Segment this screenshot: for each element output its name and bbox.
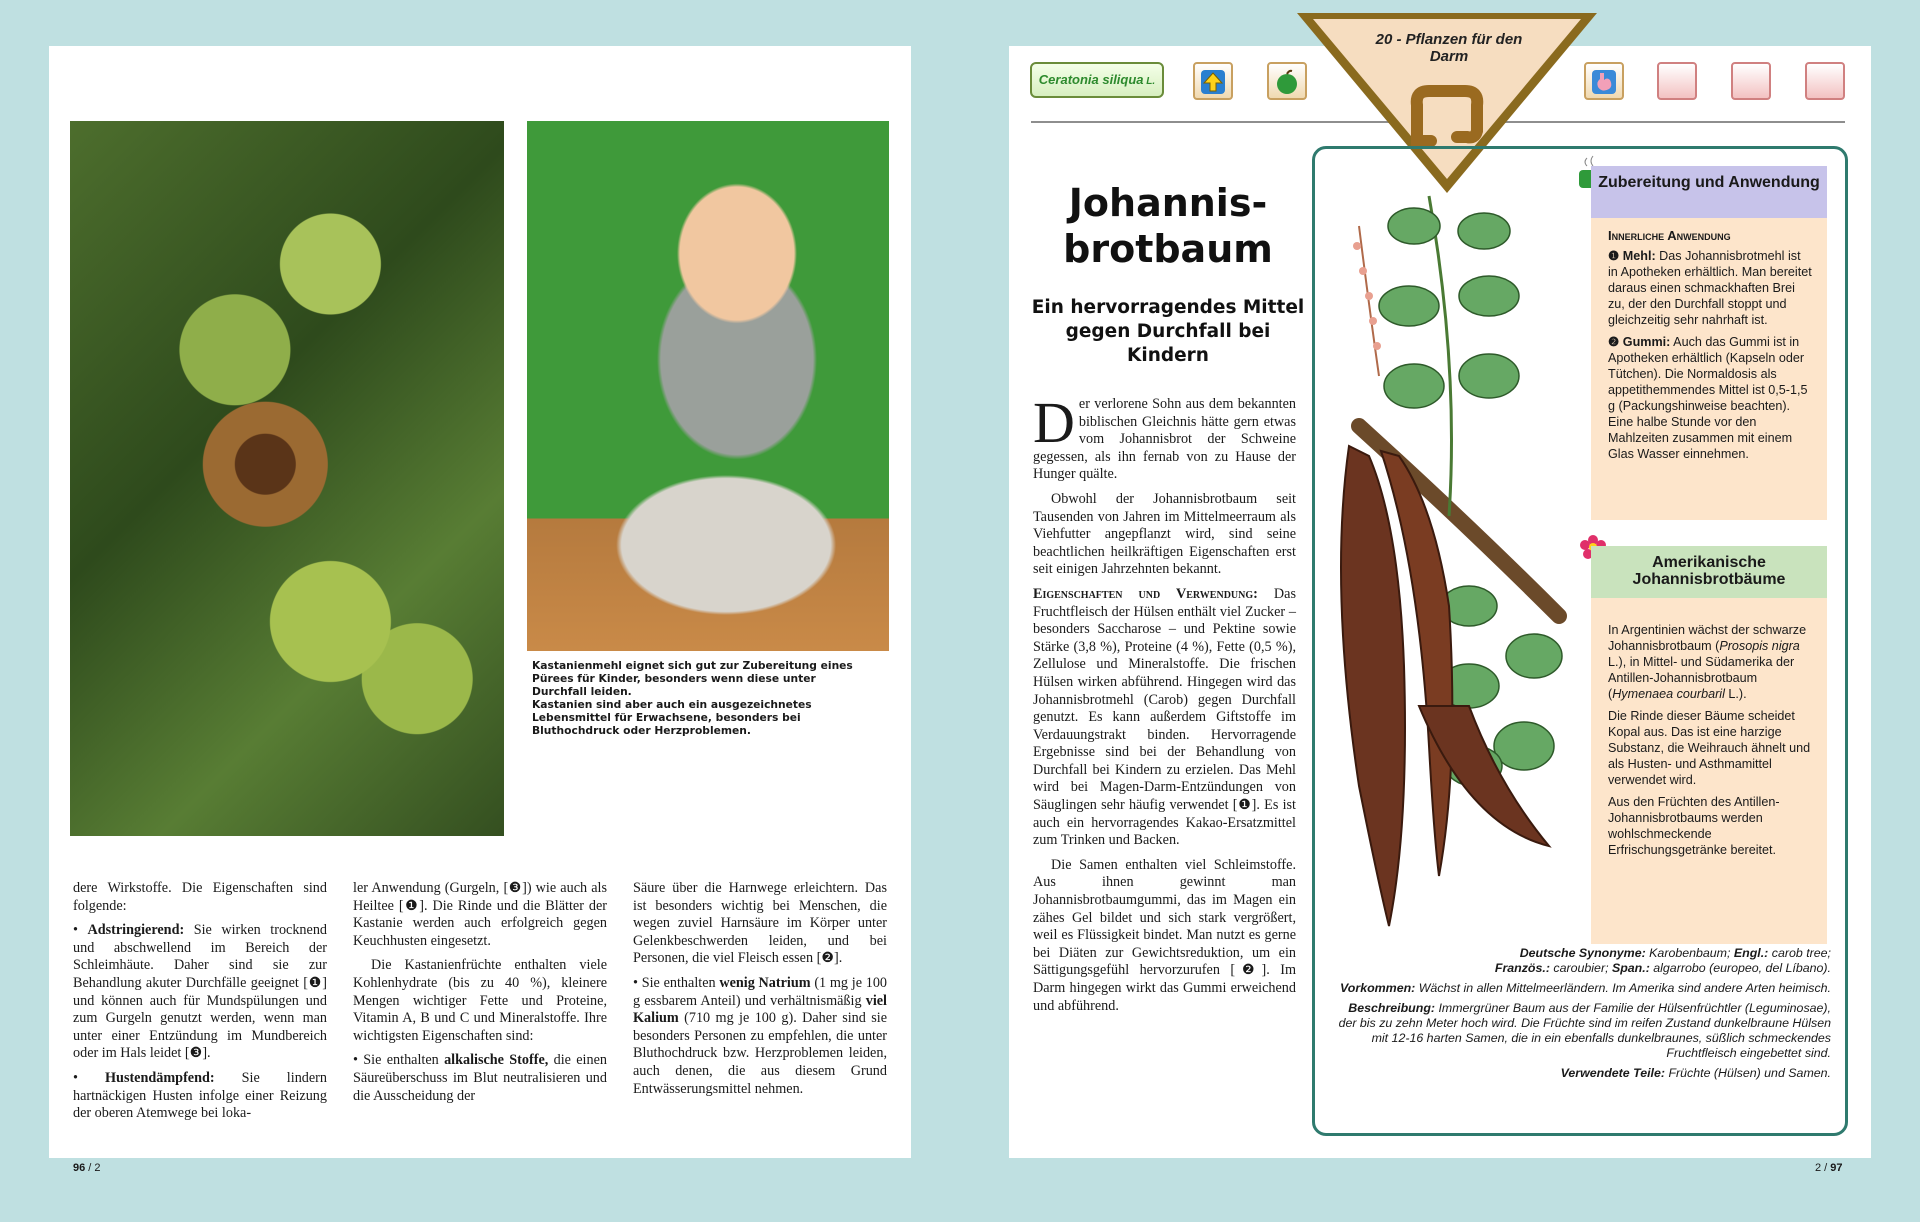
box-subheading: Innerliche Anwendung <box>1608 228 1731 243</box>
caption-line-1: Kastanienmehl eignet sich gut zur Zubereitung eines Pürees für Kinder, besonders wenn diese unter Durchfall leiden. <box>532 659 853 698</box>
chestnut-photo <box>70 121 504 836</box>
paragraph: dere Wirkstoffe. Die Eigenschaften sind folgende: <box>73 880 327 914</box>
page-title: Johannis-brotbaum <box>1063 181 1273 271</box>
bullet-adstringierend: • Adstringierend: Sie wirken trocknend und abschwellend im Bereich der Schleimhäute. Daher sind sie zur Behandlung akuter Durchfälle geeignet [❶] und können auch für Mundspülungen und zum Gurgeln genutzt werden, wenn man unter einer Entzündung im Mundbereich oder im Hals leidet [❸]. <box>73 922 328 1062</box>
child-reading-photo <box>527 121 889 651</box>
species-name: Hymenaea courbaril <box>1612 687 1725 701</box>
bullet-natrium: • Sie enthalten wenig Natrium (1 mg je 100 g essbarem Anteil) und verhältnismäßig viel Kalium (710 mg je 100 g). Daher sind sie besonders Personen zu empfehlen, die unter Bluthochdruck bzw. Herzproblemen leiden, auch denen, die aus diesem Grund Entwässerungsmittel nehmen. <box>633 974 888 1097</box>
label: Engl.: <box>1733 946 1769 960</box>
box-paragraph: Aus den Früchten des Antillen-Johannisbrotbaums werden wohlschmeckende Erfrischungsgetränke bereitet. <box>1608 795 1780 857</box>
value: caroubier; <box>1549 961 1612 975</box>
section-label: 20 - Pflanzen für den Darm <box>1375 31 1523 65</box>
box-american-title: Amerikanische Johannisbrotbäume <box>1591 546 1827 598</box>
paragraph: Die Samen enthalten viel Schleimstoffe. Aus ihnen gewinnt man Johannisbrotbaumgummi, das im Magen ein zähes Gel bildet und sich stark vergrößert, weil es Flüssigkeit bindet. Man nutzt es gerne bei Diäten zur Gewichtsreduktion, um ein Sättigungsgefühl hervorzurufen [❷]. Im Darm hingegen wirkt das Gummi erweichend und abführend. <box>1033 856 1296 1014</box>
paragraph: Die Kastanienfrüchte enthalten viele Kohlenhydrate (bis zu 40 %), kleinere Mengen wichtiger Fette und Proteine, Vitamin A, B und C und Mineralstoffe. Ihre wichtigsten Eigenschaften sind: <box>353 957 607 1044</box>
right-page-number <box>1815 1162 1843 1174</box>
value: carob tree; <box>1768 946 1831 960</box>
empty-pink-icon <box>1657 62 1697 100</box>
left-column-3 <box>633 880 887 1105</box>
paragraph-text: Das Fruchtfleisch der Hülsen enthält viel Zucker – besonders Saccharose – und Pektine sowie Stärke (3,8 %), Proteine (4 %), Fette (0,5 %), Zellulose und Mineralstoffe. Die frischen Hülsen wirken abführend. Hingegen wird das Johannisbrotmehl (Carob) gegen Durchfall genutzt. Es kann außerdem Giftstoffe im Verdauungstrakt binden. Hervorragende Ergebnisse sind bei der Behandlung von Durchfall bei Kindern zu erzielen. Das Mehl wird bei Magen-Darm-Entzündungen von Säuglingen sehr häufig verwendet [❶]. Es ist auch ein hervorragendes Kakao-Ersatzmittel zum Trinken und Backen. <box>1033 585 1296 849</box>
paragraph <box>1033 390 1296 484</box>
bullet-alkalisch: • Sie enthalten alkalische Stoffe, die einen Säureüberschuss im Blut neutralisieren und die Ausscheidung der <box>353 1052 607 1104</box>
photo-caption <box>532 659 872 737</box>
main-text-column <box>1033 390 1296 1022</box>
bullet-term: viel Kalium <box>633 992 887 1027</box>
bullet-term: Hustendämpfend: <box>105 1069 215 1086</box>
text: In Argentinien wächst der schwarze Johannisbrotbaum ( <box>1608 623 1807 653</box>
dropcap: D <box>1033 390 1075 455</box>
box-item-mehl <box>1608 248 1813 328</box>
bullet-term: wenig Natrium <box>719 974 811 991</box>
left-page <box>49 46 911 1158</box>
value: Karobenbaum; <box>1645 946 1734 960</box>
page-number-rest: / 2 <box>85 1162 101 1174</box>
left-column-1 <box>73 880 327 1130</box>
caption-line-2: Kastanien sind aber auch ein ausgezeichnetes Lebensmittel für Erwachsene, besonders bei Bluthochdruck oder Herzproblemen. <box>532 698 812 737</box>
bullet-pre: Sie enthalten <box>363 1052 445 1069</box>
value: Wächst in allen Mittelmeerländern. Im Amerika sind andere Arten heimisch. <box>1415 981 1831 995</box>
label: Deutsche Synonyme: <box>1519 946 1646 960</box>
paragraph: Säure über die Harnwege erleichtern. Das ist besonders wichtig bei Menschen, die wegen zuviel Harnsäure im Körper unter Gelenkbeschwerden leiden, und bei Personen, die viel Fleisch essen [❷]. <box>633 880 887 967</box>
label: Beschreibung: <box>1348 1001 1436 1015</box>
section-heading: Eigenschaften und Verwendung: <box>1033 585 1258 602</box>
value: algarrobo (europeo, del Líbano). <box>1649 961 1831 975</box>
latin-author: L. <box>1143 76 1156 87</box>
arrow-up-icon <box>1193 62 1233 100</box>
bullet-mid: (1 mg je 100 g essbarem Anteil) und verhältnismäßig <box>633 974 888 1009</box>
label: Verwendete Teile: <box>1560 1066 1666 1080</box>
occurrence-line <box>1329 981 1831 996</box>
bullet-text: (710 mg je 100 g). Daher sind sie besonders Personen zu empfehlen, die unter Bluthochdruck bzw. Herzproblemen leiden, auch denen, die aus diesem Grund Entwässerungsmittel nehmen. <box>633 1010 887 1097</box>
box-paragraph: Die Rinde dieser Bäume scheidet Kopal aus. Das ist eine harzige Substanz, die Weihrauch ähnelt und als Husten- und Asthmamittel verwendet wird. <box>1608 709 1811 787</box>
paragraph: Obwohl der Johannisbrotbaum seit Tausenden von Jahren im Mittelmeerraum als Viehfutter angepflanzt wird, sind seine beachtlichen heilkräftigen Eigenschaften erst seit einigen Jahrzehnten bekannt. <box>1033 490 1296 578</box>
item-term: ❶ Mehl: <box>1608 249 1656 263</box>
box-preparation <box>1591 218 1827 520</box>
box-item-gummi <box>1608 334 1813 462</box>
label: Vorkommen: <box>1340 981 1416 995</box>
bullet-hustendaempfend: • Hustendämpfend: Sie lindern hartnäckigen Husten infolge einer Reizung der oberen Atemwege bei loka- <box>73 1069 327 1122</box>
item-text: Auch das Gummi ist in Apotheken erhältlich (Kapseln oder Tütchen). Die Normaldosis als appetithemmendes Mittel ist 0,5-1,5 g (Packungshinweise beachten). Eine halbe Stunde vor den Mahlzeiten zusammen mit einem Glas Wasser einnehmen. <box>1608 335 1808 461</box>
value: Immergrüner Baum aus der Familie der Hülsenfrüchtler (Leguminosae), der bis zu zehn Meter hoch wird. Die Früchte sind im reifen Zustand dunkelbraune Hülsen mit 12-16 harten Samen, die in ein ebenfalls dunkelbraunes, süßlich schmeckendes Fruchtfleisch eingebettet sind. <box>1338 1001 1831 1060</box>
left-column-2 <box>353 880 607 1112</box>
synonyms-line <box>1329 946 1831 976</box>
paragraph <box>1033 586 1296 850</box>
bullet-text: Sie lindern hartnäckigen Husten infolge einer Reizung der oberen Atemwege bei loka- <box>73 1069 327 1122</box>
label: Französ.: <box>1494 961 1550 975</box>
synonyms-block <box>1329 946 1831 1086</box>
empty-pink-icon <box>1805 62 1845 100</box>
empty-pink-icon <box>1731 62 1771 100</box>
carob-plant-illustration <box>1319 186 1569 946</box>
bullet-text: Sie wirken trocknend und abschwellend im Bereich der Schleimhäute. Daher sind sie zur Behandlung akuter Durchfälle geeignet [❶] und können auch für Mundspülungen und zum Gurgeln genutzt werden, wenn man unter einer Entzündung im Mundbereich oder im Hals leidet [❸]. <box>73 922 328 1062</box>
paragraph-text: er verlorene Sohn aus dem bekannten biblischen Gleichnis hätte gern etwas vom Johannisbrot der Schweine gegessen, als ihn fernab von zu Hause der Hunger quälte. <box>1033 396 1296 483</box>
text: L.). <box>1724 687 1747 701</box>
latin-name-badge <box>1030 62 1164 98</box>
box-american <box>1591 598 1827 944</box>
item-text: Das Johannisbrotmehl ist in Apotheken erhältlich. Man bereitet daraus einen schmackhaften Brei zu, der den Durchfall stoppt und gleichzeitig sehr nahrhaft ist. <box>1608 249 1812 327</box>
box-preparation-title: Zubereitung und Anwendung <box>1591 166 1827 218</box>
item-term: ❷ Gummi: <box>1608 335 1671 349</box>
text: L.), in Mittel- und Südamerika der Antillen-Johannisbrotbaum ( <box>1608 655 1795 701</box>
description-line <box>1329 1001 1831 1061</box>
page-subtitle: Ein hervorragendes Mittel gegen Durchfall bei Kindern <box>1031 297 1305 366</box>
paragraph: ler Anwendung (Gurgeln, [❸]) wie auch als Heiltee [❶]. Die Rinde und die Blätter der Kastanie werden auch erfolgreich gegen Keuchhusten eingesetzt. <box>353 880 607 949</box>
label: Span.: <box>1611 961 1650 975</box>
right-page <box>1009 31 1871 1158</box>
page-number-bold: 97 <box>1830 1162 1843 1174</box>
bullet-text: die einen Säureüberschuss im Blut neutralisieren und die Ausscheidung der <box>353 1052 607 1104</box>
species-name: Prosopis nigra <box>1719 639 1800 653</box>
bullet-term: Adstringierend: <box>87 922 185 939</box>
bullet-pre: Sie enthalten <box>641 974 720 991</box>
left-page-number <box>73 1162 101 1174</box>
value: Früchte (Hülsen) und Samen. <box>1665 1066 1831 1080</box>
used-parts-line <box>1329 1066 1831 1081</box>
box-paragraph <box>1608 622 1813 702</box>
latin-name: Ceratonia siliqua <box>1038 72 1144 87</box>
page-number-rest: 2 / <box>1815 1162 1831 1174</box>
page-number-bold: 96 <box>73 1162 86 1174</box>
bullet-term: alkalische Stoffe, <box>444 1052 549 1069</box>
